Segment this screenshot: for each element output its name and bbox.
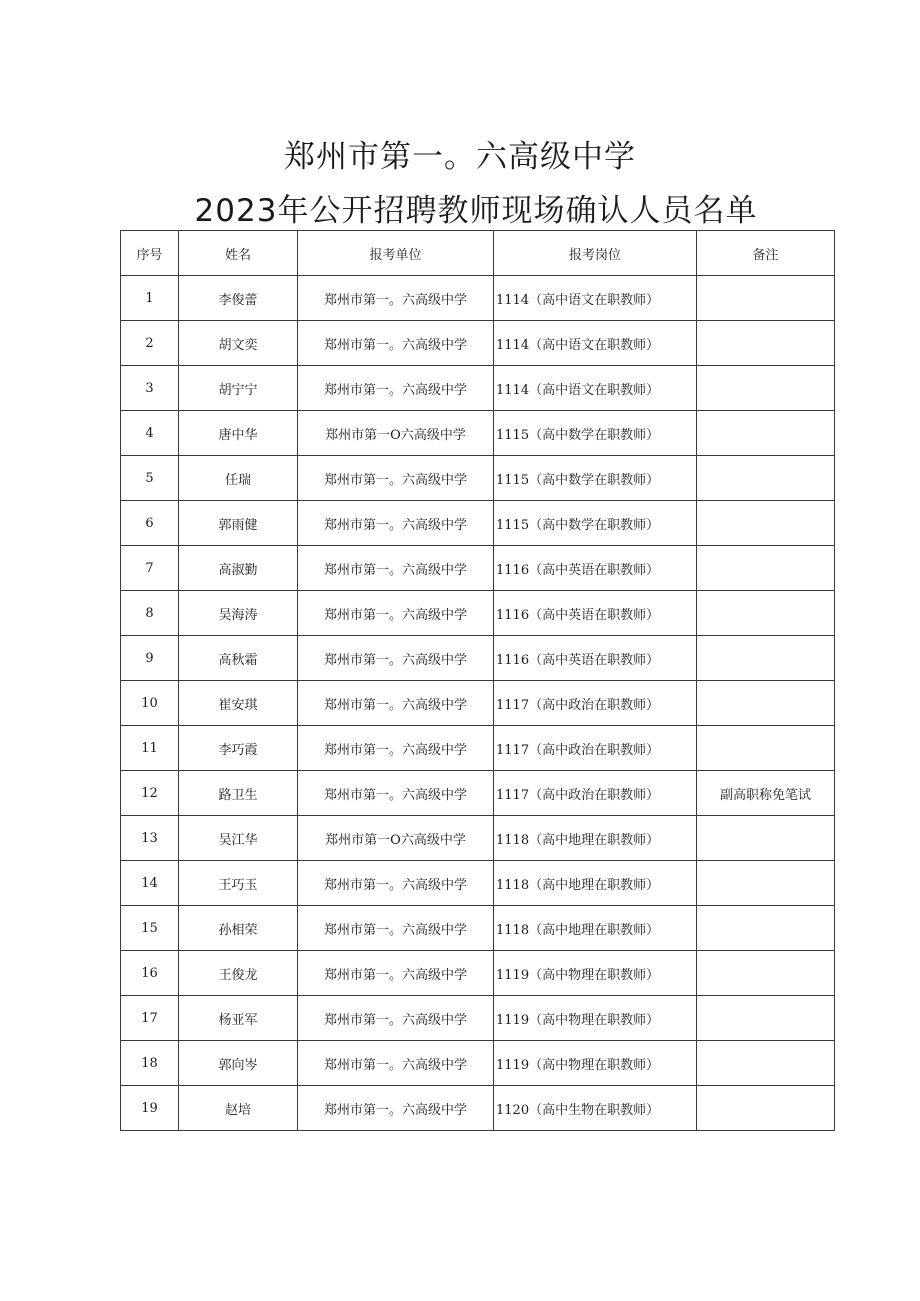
- table-row: [121, 771, 835, 816]
- cell-unit: 郑州市第一。六高级中学: [298, 1086, 494, 1131]
- cell-post: 1119（高中物理在职教师）: [494, 1041, 697, 1086]
- cell-no: 10: [121, 681, 179, 726]
- cell-note: 副高职称免笔试: [697, 771, 835, 816]
- table-row: [121, 861, 835, 906]
- cell-name: 王俊龙: [179, 951, 298, 996]
- cell-post: 1115（高中数学在职教师）: [494, 411, 697, 456]
- cell-note: [697, 501, 835, 546]
- table-row: [121, 366, 835, 411]
- cell-unit: 郑州市第一。六高级中学: [298, 726, 494, 771]
- cell-no: 7: [121, 546, 179, 591]
- cell-note: [697, 276, 835, 321]
- cell-unit: 郑州市第一。六高级中学: [298, 276, 494, 321]
- cell-post: 1120（高中生物在职教师）: [494, 1086, 697, 1131]
- header-post: 报考岗位: [494, 231, 697, 276]
- cell-note: [697, 996, 835, 1041]
- table-row: [121, 456, 835, 501]
- cell-no: 12: [121, 771, 179, 816]
- cell-note: [697, 546, 835, 591]
- cell-no: 13: [121, 816, 179, 861]
- cell-unit: 郑州市第一。六高级中学: [298, 771, 494, 816]
- cell-unit: 郑州市第一。六高级中学: [298, 636, 494, 681]
- table-row: [121, 996, 835, 1041]
- cell-note: [697, 411, 835, 456]
- cell-post: 1118（高中地理在职教师）: [494, 861, 697, 906]
- cell-note: [697, 816, 835, 861]
- cell-name: 唐中华: [179, 411, 298, 456]
- cell-name: 路卫生: [179, 771, 298, 816]
- cell-unit: 郑州市第一。六高级中学: [298, 996, 494, 1041]
- header-name: 姓名: [179, 231, 298, 276]
- cell-name: 高淑勤: [179, 546, 298, 591]
- cell-unit: 郑州市第一。六高级中学: [298, 321, 494, 366]
- cell-name: 李巧霞: [179, 726, 298, 771]
- cell-unit: 郑州市第一。六高级中学: [298, 861, 494, 906]
- cell-unit: 郑州市第一。六高级中学: [298, 1041, 494, 1086]
- cell-note: [697, 366, 835, 411]
- table-row: [121, 501, 835, 546]
- cell-post: 1119（高中物理在职教师）: [494, 951, 697, 996]
- cell-post: 1114（高中语文在职教师）: [494, 276, 697, 321]
- cell-no: 15: [121, 906, 179, 951]
- cell-post: 1119（高中物理在职教师）: [494, 996, 697, 1041]
- cell-name: 任瑞: [179, 456, 298, 501]
- cell-unit: 郑州市第一。六高级中学: [298, 906, 494, 951]
- cell-no: 11: [121, 726, 179, 771]
- document-title-line-2: 2023年公开招聘教师现场确认人员名单: [194, 193, 758, 229]
- cell-note: [697, 1041, 835, 1086]
- cell-no: 14: [121, 861, 179, 906]
- cell-note: [697, 321, 835, 366]
- cell-no: 3: [121, 366, 179, 411]
- cell-unit: 郑州市第一。六高级中学: [298, 546, 494, 591]
- cell-post: 1117（高中政治在职教师）: [494, 771, 697, 816]
- table-row: [121, 636, 835, 681]
- cell-no: 16: [121, 951, 179, 996]
- cell-post: 1118（高中地理在职教师）: [494, 816, 697, 861]
- cell-name: 吴海涛: [179, 591, 298, 636]
- document-title-line-1: 郑州市第一。六高级中学: [284, 139, 636, 175]
- table-row: [121, 906, 835, 951]
- header-no: 序号: [121, 231, 179, 276]
- cell-no: 18: [121, 1041, 179, 1086]
- cell-name: 郭雨健: [179, 501, 298, 546]
- table-row: [121, 1041, 835, 1086]
- table-row: [121, 591, 835, 636]
- cell-unit: 郑州市第一。六高级中学: [298, 501, 494, 546]
- cell-unit: 郑州市第一O六高级中学: [298, 411, 494, 456]
- cell-post: 1116（高中英语在职教师）: [494, 591, 697, 636]
- header-unit: 报考单位: [298, 231, 494, 276]
- cell-note: [697, 1086, 835, 1131]
- cell-name: 吴江华: [179, 816, 298, 861]
- cell-note: [697, 636, 835, 681]
- cell-note: [697, 861, 835, 906]
- candidate-table: [120, 230, 835, 1131]
- cell-note: [697, 591, 835, 636]
- cell-name: 杨亚军: [179, 996, 298, 1041]
- cell-no: 19: [121, 1086, 179, 1131]
- table-row: [121, 546, 835, 591]
- cell-post: 1116（高中英语在职教师）: [494, 546, 697, 591]
- cell-no: 1: [121, 276, 179, 321]
- table-row: [121, 726, 835, 771]
- cell-post: 1114（高中语文在职教师）: [494, 321, 697, 366]
- cell-post: 1116（高中英语在职教师）: [494, 636, 697, 681]
- table-row: [121, 1086, 835, 1131]
- table-row: [121, 951, 835, 996]
- cell-unit: 郑州市第一。六高级中学: [298, 456, 494, 501]
- cell-name: 赵培: [179, 1086, 298, 1131]
- cell-name: 孙相荣: [179, 906, 298, 951]
- header-note: 备注: [697, 231, 835, 276]
- cell-note: [697, 726, 835, 771]
- table-header: [121, 231, 835, 276]
- cell-unit: 郑州市第一。六高级中学: [298, 366, 494, 411]
- cell-no: 8: [121, 591, 179, 636]
- cell-unit: 郑州市第一。六高级中学: [298, 591, 494, 636]
- cell-name: 王巧玉: [179, 861, 298, 906]
- cell-name: 胡文奕: [179, 321, 298, 366]
- header-row: [121, 231, 835, 276]
- table-row: [121, 276, 835, 321]
- cell-post: 1114（高中语文在职教师）: [494, 366, 697, 411]
- cell-name: 胡宁宁: [179, 366, 298, 411]
- cell-post: 1118（高中地理在职教师）: [494, 906, 697, 951]
- cell-no: 6: [121, 501, 179, 546]
- cell-note: [697, 681, 835, 726]
- cell-post: 1115（高中数学在职教师）: [494, 501, 697, 546]
- cell-no: 4: [121, 411, 179, 456]
- table-body: [121, 276, 835, 1131]
- cell-no: 5: [121, 456, 179, 501]
- cell-no: 2: [121, 321, 179, 366]
- cell-no: 17: [121, 996, 179, 1041]
- cell-post: 1115（高中数学在职教师）: [494, 456, 697, 501]
- table-row: [121, 816, 835, 861]
- cell-unit: 郑州市第一。六高级中学: [298, 951, 494, 996]
- cell-note: [697, 906, 835, 951]
- cell-post: 1117（高中政治在职教师）: [494, 726, 697, 771]
- cell-note: [697, 456, 835, 501]
- cell-post: 1117（高中政治在职教师）: [494, 681, 697, 726]
- cell-name: 高秋霜: [179, 636, 298, 681]
- table-row: [121, 411, 835, 456]
- table-row: [121, 321, 835, 366]
- cell-unit: 郑州市第一O六高级中学: [298, 816, 494, 861]
- cell-note: [697, 951, 835, 996]
- cell-no: 9: [121, 636, 179, 681]
- cell-name: 崔安琪: [179, 681, 298, 726]
- table-row: [121, 681, 835, 726]
- cell-unit: 郑州市第一。六高级中学: [298, 681, 494, 726]
- cell-name: 郭向岑: [179, 1041, 298, 1086]
- cell-name: 李俊蕾: [179, 276, 298, 321]
